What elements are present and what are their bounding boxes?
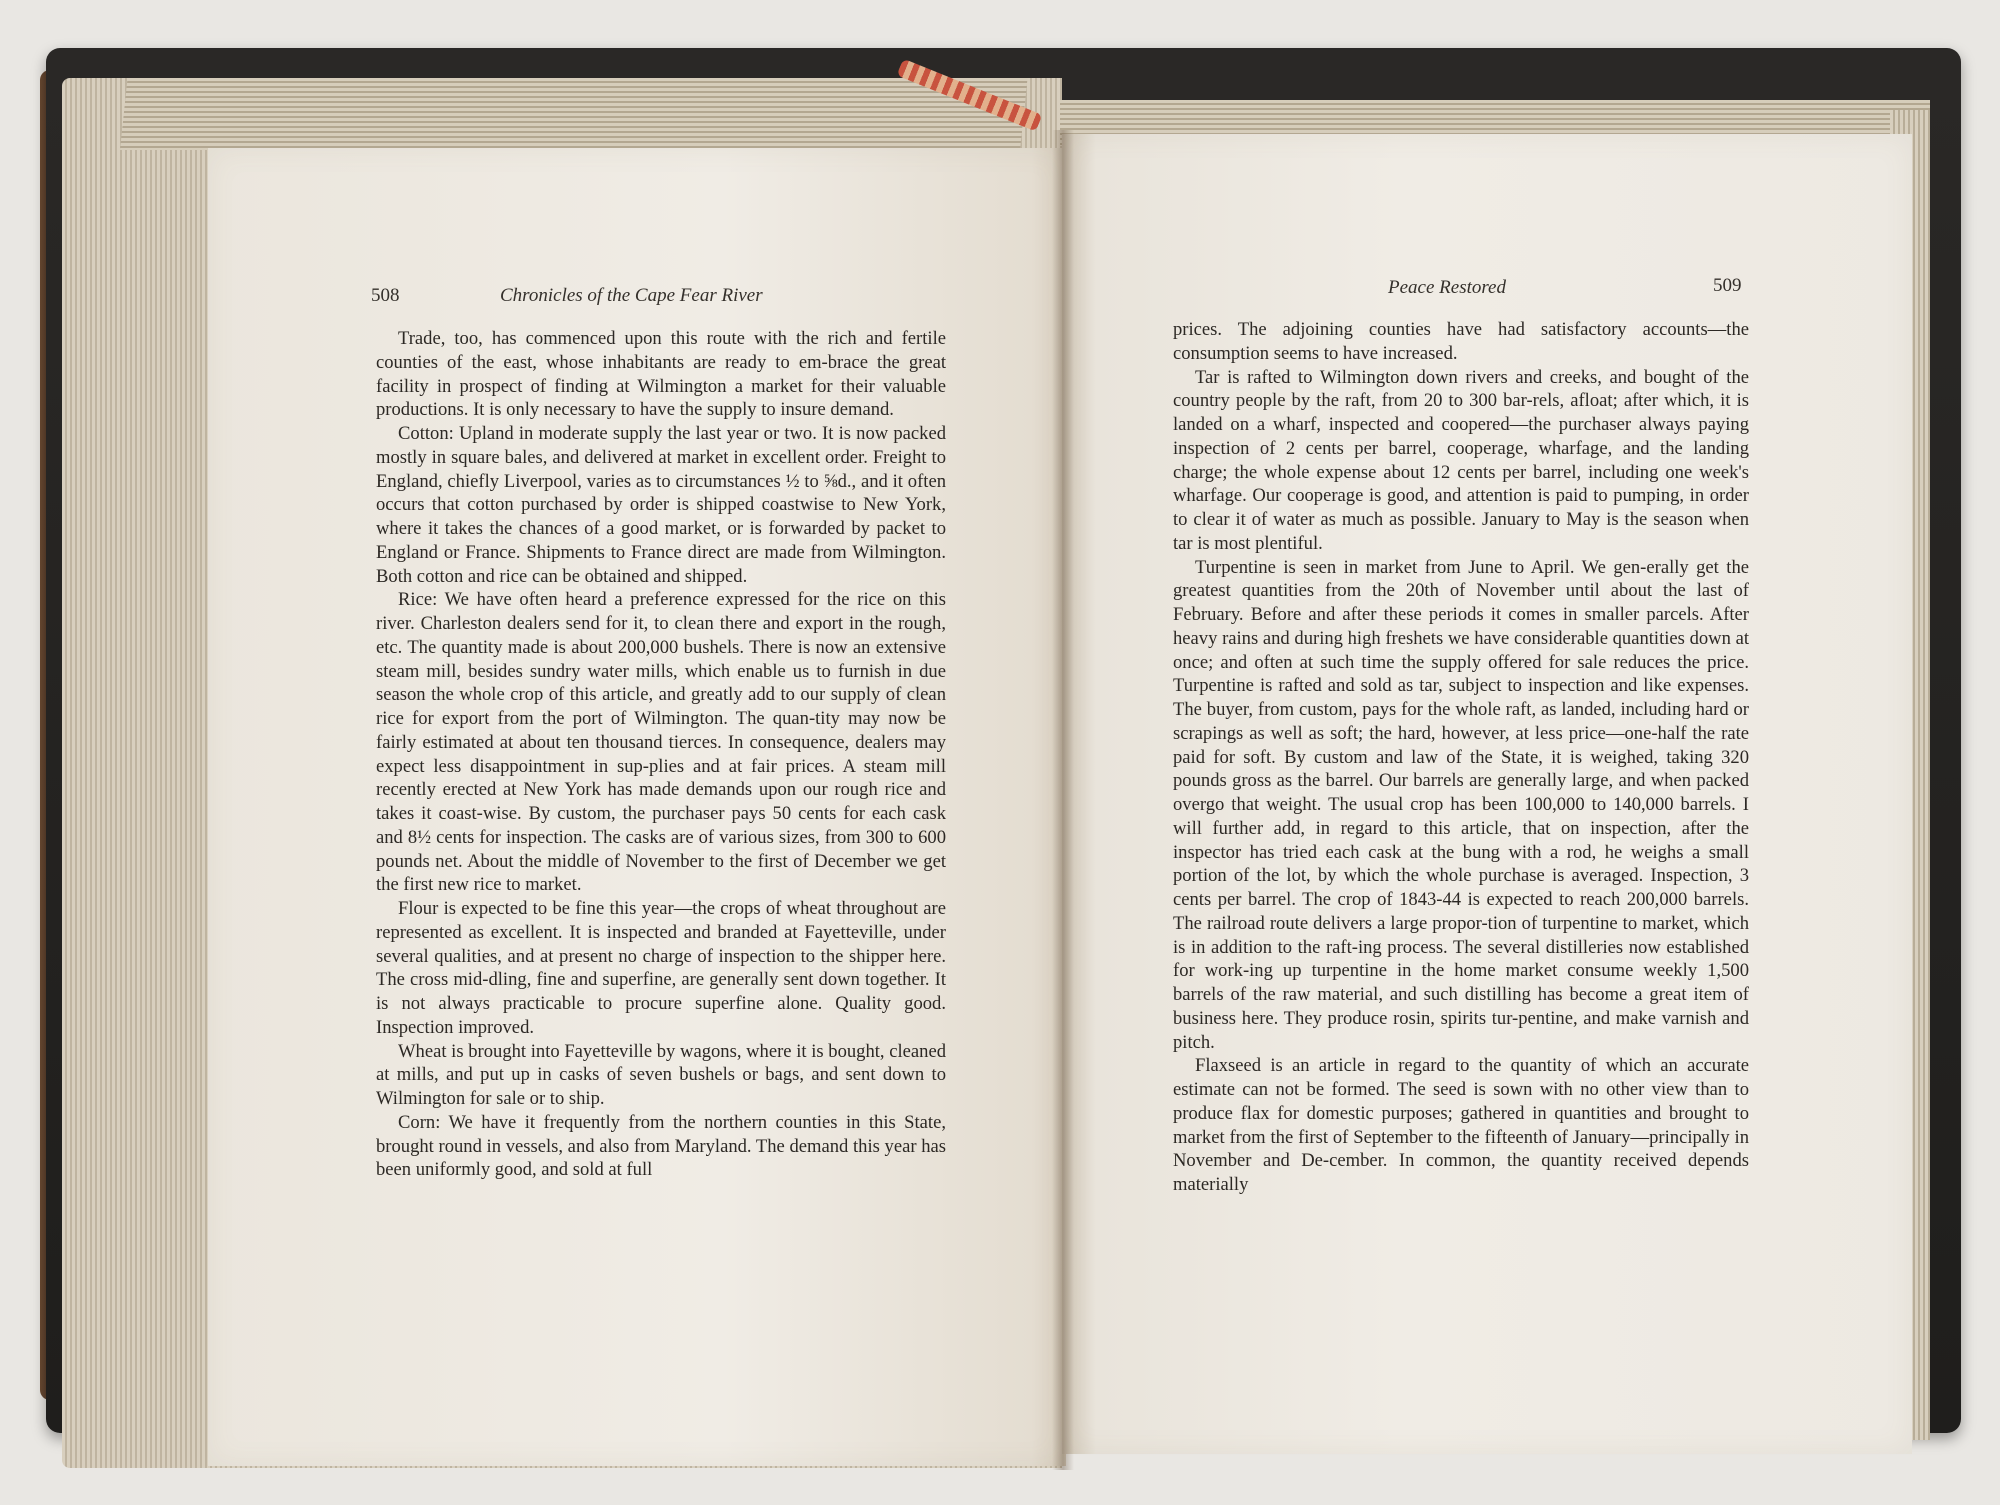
paragraph: Rice: We have often heard a preference expressed for the rice on this river. Charleston dealers send for it, to clean there and export in the rough, etc. The quantity made is about 200,000 bushels. There is now an extensive steam mill, besides sundry water mills, which enable us to furnish in due season the whole crop of this article, and greatly add to our supply of clean rice for export from the port of Wilmington. The quan-tity may now be fairly estimated at about ten thousand tierces. In consequence, dealers may expect less disappointment in sup-plies and at fair prices. A steam mill recently erected at New York has made demands upon our rough rice and takes it coast-wise. By custom, the purchaser pays 50 cents for each cask and 8½ cents for inspection. The casks are of various sizes, from 300 to 600 pounds net. About the middle of November to the first of December we get the first new rice to market.: [376, 589, 946, 896]
right-running-title: Peace Restored: [1388, 277, 1506, 298]
continued-paragraph: prices. The adjoining counties have had satisfactory accounts—the consumption seems to have increased.: [1173, 319, 1749, 364]
paragraph: Flour is expected to be fine this year—the crops of wheat throughout are represented as excellent. It is inspected and branded at Fayetteville, under several qualities, and at present no charge of inspection to the shipper here. The cross mid-dling, fine and superfine, are generally sent down together. It is not always practicable to procure superfine alone. Quality good. Inspection improved.: [376, 898, 946, 1038]
paragraph: Cotton: Upland in moderate supply the last year or two. It is now packed mostly in square bales, and delivered at market in excellent order. Freight to England, chiefly Liverpool, varies as to circumstances ½ to ⅝d., and it often occurs that cotton purchased by order is shipped coastwise to New York, where it takes the chances of a good market, or is forwarded by packet to England or France. Shipments to France direct are made from Wilmington. Both cotton and rice can be obtained and shipped.: [376, 423, 946, 587]
right-page-number: 509: [1713, 275, 1742, 296]
left-page-number: 508: [371, 285, 400, 306]
book-gutter: [1052, 130, 1074, 1470]
paragraph: Tar is rafted to Wilmington down rivers and creeks, and bought of the country people by the raft, from 20 to 300 bar-rels, afloat; after which, it is landed on a wharf, inspected and coopered—the purchaser always paying inspection of 2 cents per barrel, cooperage, wharfage, and the landing charge; the whole expense about 12 cents per barrel, including one week's wharfage. Our cooperage is good, and attention is paid to pumping, in order to clear it of water as much as possible. January to May is the season when tar is most plentiful.: [1173, 366, 1749, 554]
paragraph: Wheat is brought into Fayetteville by wagons, where it is bought, cleaned at mills, and put up in casks of seven bushels or bags, and sent down to Wilmington for sale or to ship.: [376, 1040, 946, 1109]
paragraph: Corn: We have it frequently from the northern counties in this State, brought round in vessels, and also from Maryland. The demand this year has been uniformly good, and sold at full: [376, 1111, 946, 1181]
paragraph: Turpentine is seen in market from June to April. We gen-erally get the greatest quantities from the 20th of November until about the last of February. Before and after these periods it comes in smaller parcels. After heavy rains and during high freshets we have considerable quantities down at once; and often at such time the supply offered for sale reduces the price. Turpentine is rafted and sold as tar, subject to inspection and like expenses. The buyer, from custom, pays for the whole raft, as landed, including hard or scrapings as well as soft; the hard, however, at less price—one-half the rate paid for soft. By custom and law of the State, it is weighed, taking 320 pounds gross as the barrel. Our barrels are generally large, and when packed overgo that weight. The usual crop has been 100,000 to 140,000 barrels. I will further add, in regard to this article, that on inspection, after the inspector has tried each cask at the bung with a rod, he weighs a small portion of the lot, by which the whole purchase is averaged. Inspection, 3 cents per barrel. The crop of 1843-44 is expected to reach 200,000 barrels. The railroad route delivers a large propor-tion of turpentine to market, which is in addition to the raft-ing process. The several distilleries now established for work-ing up turpentine in the home market consume weekly 1,500 barrels of the raw material, and such distilling has become a great item of business here. They produce rosin, spirits tur-pentine, and make varnish and pitch.: [1173, 556, 1749, 1053]
left-running-title: Chronicles of the Cape Fear River: [500, 285, 763, 306]
left-page-text: [376, 327, 946, 1182]
paragraph: Flaxseed is an article in regard to the quantity of which an accurate estimate can not be formed. The seed is sown with no other view than to produce flax for domestic purposes; gathered in quantities and brought to market from the first of September to the fifteenth of January—principally in November and De-cember. In common, the quantity received depends materially: [1173, 1055, 1749, 1195]
paragraph: Trade, too, has commenced upon this route with the rich and fertile counties of the east, whose inhabitants are ready to em-brace the great facility in prospect of finding at Wilmington a market for their valuable productions. It is only necessary to have the supply to insure demand.: [376, 328, 946, 421]
left-top-page-edges: [120, 78, 1028, 150]
right-page-text: [1173, 318, 1749, 1197]
